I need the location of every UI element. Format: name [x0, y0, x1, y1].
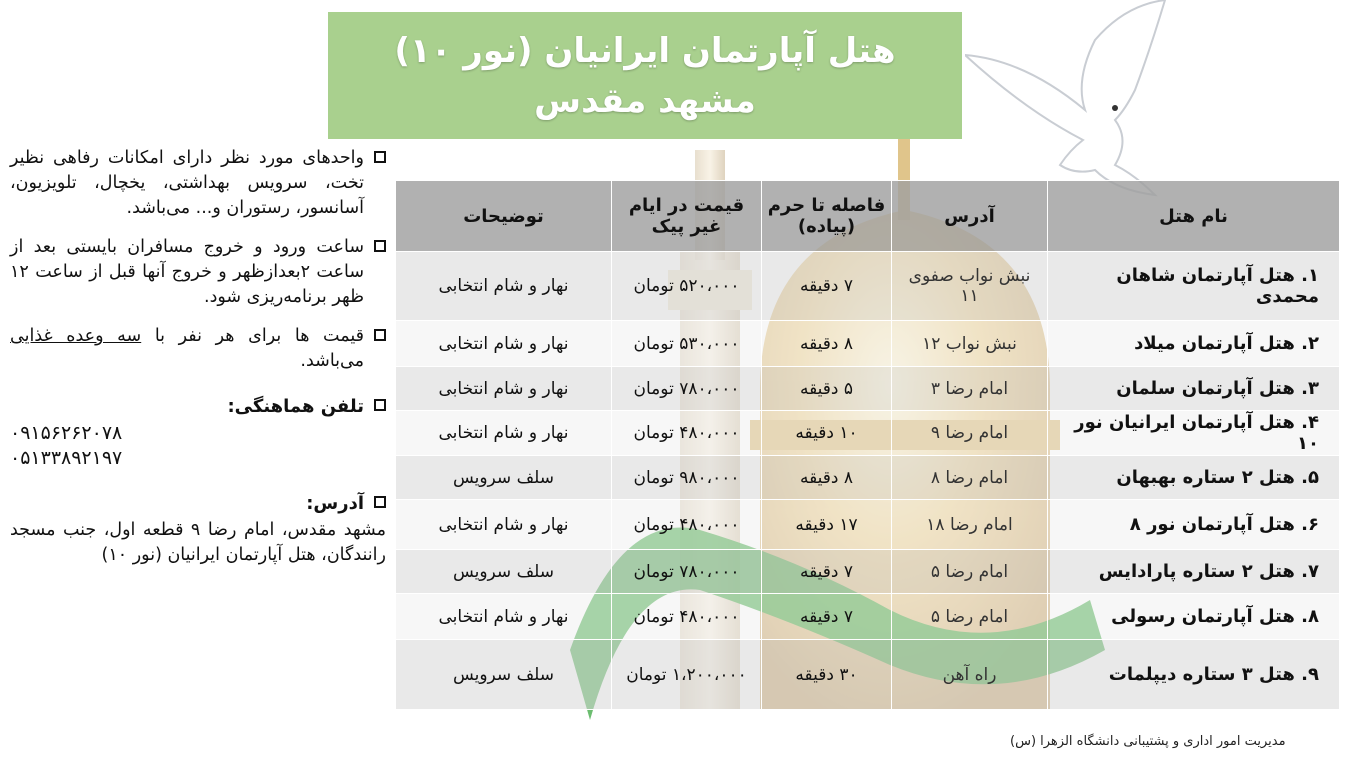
hotel-distance: ۷ دقیقه — [762, 594, 892, 640]
info-panel — [10, 146, 386, 568]
header-notes: توضیحات — [396, 181, 612, 252]
hotel-name: ۱. هتل آپارتمان شاهان محمدی — [1048, 252, 1340, 321]
hotel-address: نبش نواب ۱۲ — [892, 321, 1048, 367]
hotel-name: ۶. هتل آپارتمان نور ۸ — [1048, 500, 1340, 550]
hotel-distance: ۸ دقیقه — [762, 456, 892, 500]
hotel-price: ۱،۲۰۰،۰۰۰ تومان — [612, 640, 762, 710]
header-address: آدرس — [892, 181, 1048, 252]
header-price: قیمت در ایام غیر پیک — [612, 181, 762, 252]
address-section — [10, 491, 386, 568]
title-line-1: هتل آپارتمان ایرانیان (نور ۱۰) — [394, 30, 896, 71]
table-row — [396, 411, 1340, 456]
hotel-address: امام رضا ۵ — [892, 550, 1048, 594]
hotel-notes: سلف سرویس — [396, 456, 612, 500]
hotel-address: راه آهن — [892, 640, 1048, 710]
hotel-address: امام رضا ۳ — [892, 367, 1048, 411]
hotel-address: امام رضا ۵ — [892, 594, 1048, 640]
checkbox-bullet-icon — [374, 496, 386, 508]
checkbox-bullet-icon — [374, 399, 386, 411]
hotel-name: ۲. هتل آپارتمان میلاد — [1048, 321, 1340, 367]
hotel-distance: ۱۷ دقیقه — [762, 500, 892, 550]
amenities-text: واحدهای مورد نظر دارای امکانات رفاهی نظیر تخت، سرویس بهداشتی، یخچال، تلویزیون، آسانسور، رستوران و... می‌باشد. — [10, 148, 364, 218]
hotel-address: امام رضا ۱۸ — [892, 500, 1048, 550]
hotel-distance: ۳۰ دقیقه — [762, 640, 892, 710]
footer-credit: مدیریت امور اداری و پشتیبانی دانشگاه الزهرا (س) — [1010, 734, 1286, 749]
price-note-pre: قیمت ها برای هر نفر با — [141, 326, 365, 346]
phone-number-1: ۰۹۱۵۶۲۶۲۰۷۸ — [10, 422, 123, 444]
price-note-bullet — [10, 324, 386, 374]
hotel-notes: نهار و شام انتخابی — [396, 252, 612, 321]
checkin-bullet — [10, 235, 386, 310]
hotel-name: ۹. هتل ۳ ستاره دیپلمات — [1048, 640, 1340, 710]
hotel-price: ۴۸۰،۰۰۰ تومان — [612, 594, 762, 640]
checkin-text: ساعت ورود و خروج مسافران بایستی بعد از ساعت ۲بعدازظهر و خروج آنها قبل از ساعت ۱۲ ظهر برنامه‌ریزی شود. — [10, 237, 365, 307]
table-row — [396, 500, 1340, 550]
address-text: مشهد مقدس، امام رضا ۹ قطعه اول، جنب مسجد رانندگان، هتل آپارتمان ایرانیان (نور ۱۰) — [10, 520, 386, 565]
table-row — [396, 321, 1340, 367]
hotel-notes: نهار و شام انتخابی — [396, 411, 612, 456]
hotel-notes: نهار و شام انتخابی — [396, 367, 612, 411]
address-label-row — [10, 491, 386, 516]
hotel-price: ۷۸۰،۰۰۰ تومان — [612, 367, 762, 411]
hotel-table — [395, 180, 1340, 710]
table-row — [396, 456, 1340, 500]
hotel-price: ۴۸۰،۰۰۰ تومان — [612, 500, 762, 550]
header-name: نام هتل — [1048, 181, 1340, 252]
hotel-distance: ۱۰ دقیقه — [762, 411, 892, 456]
phone-section — [10, 394, 386, 471]
phone-label: تلفن هماهنگی: — [227, 396, 364, 417]
phone-label-row — [10, 394, 386, 419]
hotel-notes: نهار و شام انتخابی — [396, 500, 612, 550]
hotel-distance: ۷ دقیقه — [762, 252, 892, 321]
address-label: آدرس: — [306, 493, 364, 514]
title-line-2: مشهد مقدس — [534, 80, 756, 121]
hotel-name: ۴. هتل آپارتمان ایرانیان نور ۱۰ — [1048, 411, 1340, 456]
dove-icon — [965, 0, 1195, 200]
table-header-row — [396, 181, 1340, 252]
hotel-distance: ۵ دقیقه — [762, 367, 892, 411]
checkbox-bullet-icon — [374, 151, 386, 163]
hotel-price: ۹۸۰،۰۰۰ تومان — [612, 456, 762, 500]
hotel-address: امام رضا ۹ — [892, 411, 1048, 456]
hotel-name: ۵. هتل ۲ ستاره بهبهان — [1048, 456, 1340, 500]
table-row — [396, 367, 1340, 411]
table-row — [396, 640, 1340, 710]
table-row — [396, 252, 1340, 321]
hotel-address: امام رضا ۸ — [892, 456, 1048, 500]
price-note-underlined: سه وعده غذایی — [10, 326, 142, 346]
phone-number-2: ۰۵۱۳۳۸۹۲۱۹۷ — [10, 447, 123, 469]
hotel-distance: ۷ دقیقه — [762, 550, 892, 594]
hotel-notes: سلف سرویس — [396, 640, 612, 710]
price-note-post: می‌باشد. — [300, 351, 364, 371]
hotel-address: نبش نواب صفوی ۱۱ — [892, 252, 1048, 321]
checkbox-bullet-icon — [374, 329, 386, 341]
hotel-notes: نهار و شام انتخابی — [396, 594, 612, 640]
title-banner — [328, 12, 962, 139]
hotel-price: ۷۸۰،۰۰۰ تومان — [612, 550, 762, 594]
checkbox-bullet-icon — [374, 240, 386, 252]
hotel-price: ۴۸۰،۰۰۰ تومان — [612, 411, 762, 456]
hotel-price: ۵۳۰،۰۰۰ تومان — [612, 321, 762, 367]
hotel-name: ۸. هتل آپارتمان رسولی — [1048, 594, 1340, 640]
hotel-notes: سلف سرویس — [396, 550, 612, 594]
hotel-name: ۳. هتل آپارتمان سلمان — [1048, 367, 1340, 411]
table-row — [396, 594, 1340, 640]
hotel-notes: نهار و شام انتخابی — [396, 321, 612, 367]
hotel-distance: ۸ دقیقه — [762, 321, 892, 367]
hotel-price: ۵۲۰،۰۰۰ تومان — [612, 252, 762, 321]
hotel-name: ۷. هتل ۲ ستاره پارادایس — [1048, 550, 1340, 594]
header-distance: فاصله تا حرم (پیاده) — [762, 181, 892, 252]
table-row — [396, 550, 1340, 594]
amenities-bullet — [10, 146, 386, 221]
